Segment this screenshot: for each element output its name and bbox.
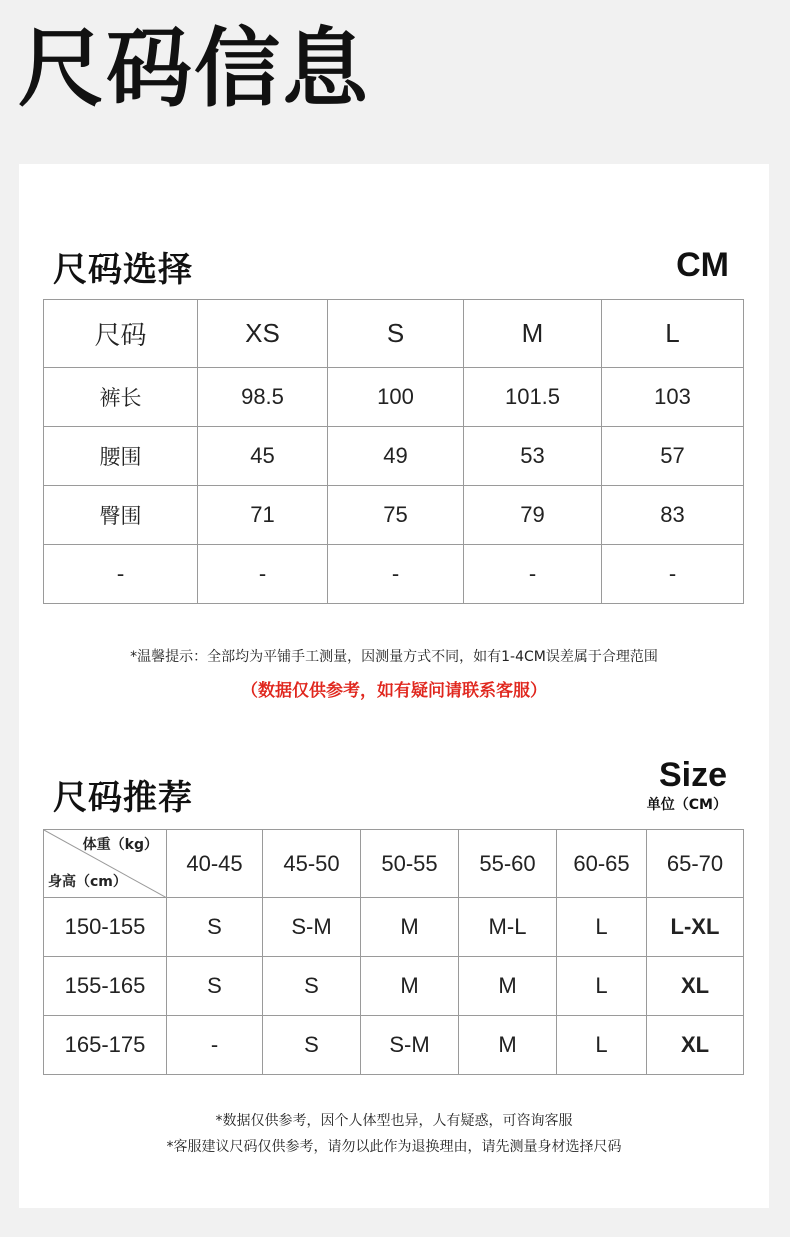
table-cell: L: [557, 957, 647, 1016]
table-cell: -: [167, 1016, 263, 1075]
table-cell: 79: [464, 486, 602, 545]
page-title: 尺码信息: [18, 19, 370, 119]
unit-label: CM: [676, 246, 729, 284]
table-row: [44, 898, 744, 957]
header-cell: 45-50: [263, 830, 361, 898]
header-cell: S: [328, 300, 464, 368]
table-cell: 100: [328, 368, 464, 427]
header-cell: 60-65: [557, 830, 647, 898]
measurement-note: *温馨提示：全部均为平铺手工测量，因测量方式不同，如有1-4CM误差属于合理范围: [130, 649, 658, 665]
header-cell: 40-45: [167, 830, 263, 898]
table-cell: -: [198, 545, 328, 604]
table-row: [44, 368, 744, 427]
table-cell: L: [557, 898, 647, 957]
header-cell: 50-55: [361, 830, 459, 898]
table-cell: 53: [464, 427, 602, 486]
table-cell: S: [263, 957, 361, 1016]
table-cell: S: [167, 957, 263, 1016]
unit-cm-label: 单位（CM）: [646, 797, 727, 813]
table-cell: XL: [647, 1016, 744, 1075]
table-cell: 75: [328, 486, 464, 545]
table-cell: 49: [328, 427, 464, 486]
size-chart-table: [43, 299, 744, 604]
size-label: Size: [658, 756, 727, 794]
table-cell: -: [464, 545, 602, 604]
footnote: *数据仅供参考，因个人体型也异，人有疑惑，可咨询客服: [215, 1113, 573, 1129]
table-cell: S-M: [361, 1016, 459, 1075]
table-cell: S: [263, 1016, 361, 1075]
header-cell: L: [602, 300, 744, 368]
size-recommend-table: [43, 829, 744, 1075]
row-label: 腰围: [44, 427, 198, 486]
corner-cell: [44, 830, 167, 898]
size-select-title: 尺码选择: [53, 250, 193, 290]
table-cell: M-L: [459, 898, 557, 957]
table-cell: M: [459, 957, 557, 1016]
table-cell: L: [557, 1016, 647, 1075]
footnote: *客服建议尺码仅供参考，请勿以此作为退换理由，请先测量身材选择尺码: [166, 1139, 622, 1155]
row-label: 165-175: [44, 1016, 167, 1075]
table-cell: 57: [602, 427, 744, 486]
table-cell: M: [361, 898, 459, 957]
size-info-card: [19, 164, 769, 1208]
size-recommend-title: 尺码推荐: [53, 778, 193, 818]
header-cell: 55-60: [459, 830, 557, 898]
reference-note: （数据仅供参考，如有疑问请联系客服）: [241, 681, 547, 701]
table-cell: S-M: [263, 898, 361, 957]
table-cell: M: [459, 1016, 557, 1075]
row-label: 155-165: [44, 957, 167, 1016]
table-cell: -: [602, 545, 744, 604]
table-cell: 98.5: [198, 368, 328, 427]
table-cell: 45: [198, 427, 328, 486]
height-axis-label: 身高（cm）: [48, 874, 127, 890]
table-cell: -: [328, 545, 464, 604]
table-cell: XL: [647, 957, 744, 1016]
table-cell: 71: [198, 486, 328, 545]
table-cell: 103: [602, 368, 744, 427]
table-row: [44, 957, 744, 1016]
table-row: [44, 486, 744, 545]
table-row: [44, 545, 744, 604]
table-cell: M: [361, 957, 459, 1016]
table-header-row: [44, 300, 744, 368]
table-cell: 83: [602, 486, 744, 545]
header-cell: XS: [198, 300, 328, 368]
table-row: [44, 427, 744, 486]
table-cell: L-XL: [647, 898, 744, 957]
header-cell: 尺码: [44, 300, 198, 368]
table-cell: 101.5: [464, 368, 602, 427]
row-label: 裤长: [44, 368, 198, 427]
table-cell: S: [167, 898, 263, 957]
row-label: 150-155: [44, 898, 167, 957]
row-label: -: [44, 545, 198, 604]
header-cell: 65-70: [647, 830, 744, 898]
table-header-row: [44, 830, 744, 898]
table-row: [44, 1016, 744, 1075]
weight-axis-label: 体重（kg）: [82, 837, 158, 853]
row-label: 臀围: [44, 486, 198, 545]
header-cell: M: [464, 300, 602, 368]
